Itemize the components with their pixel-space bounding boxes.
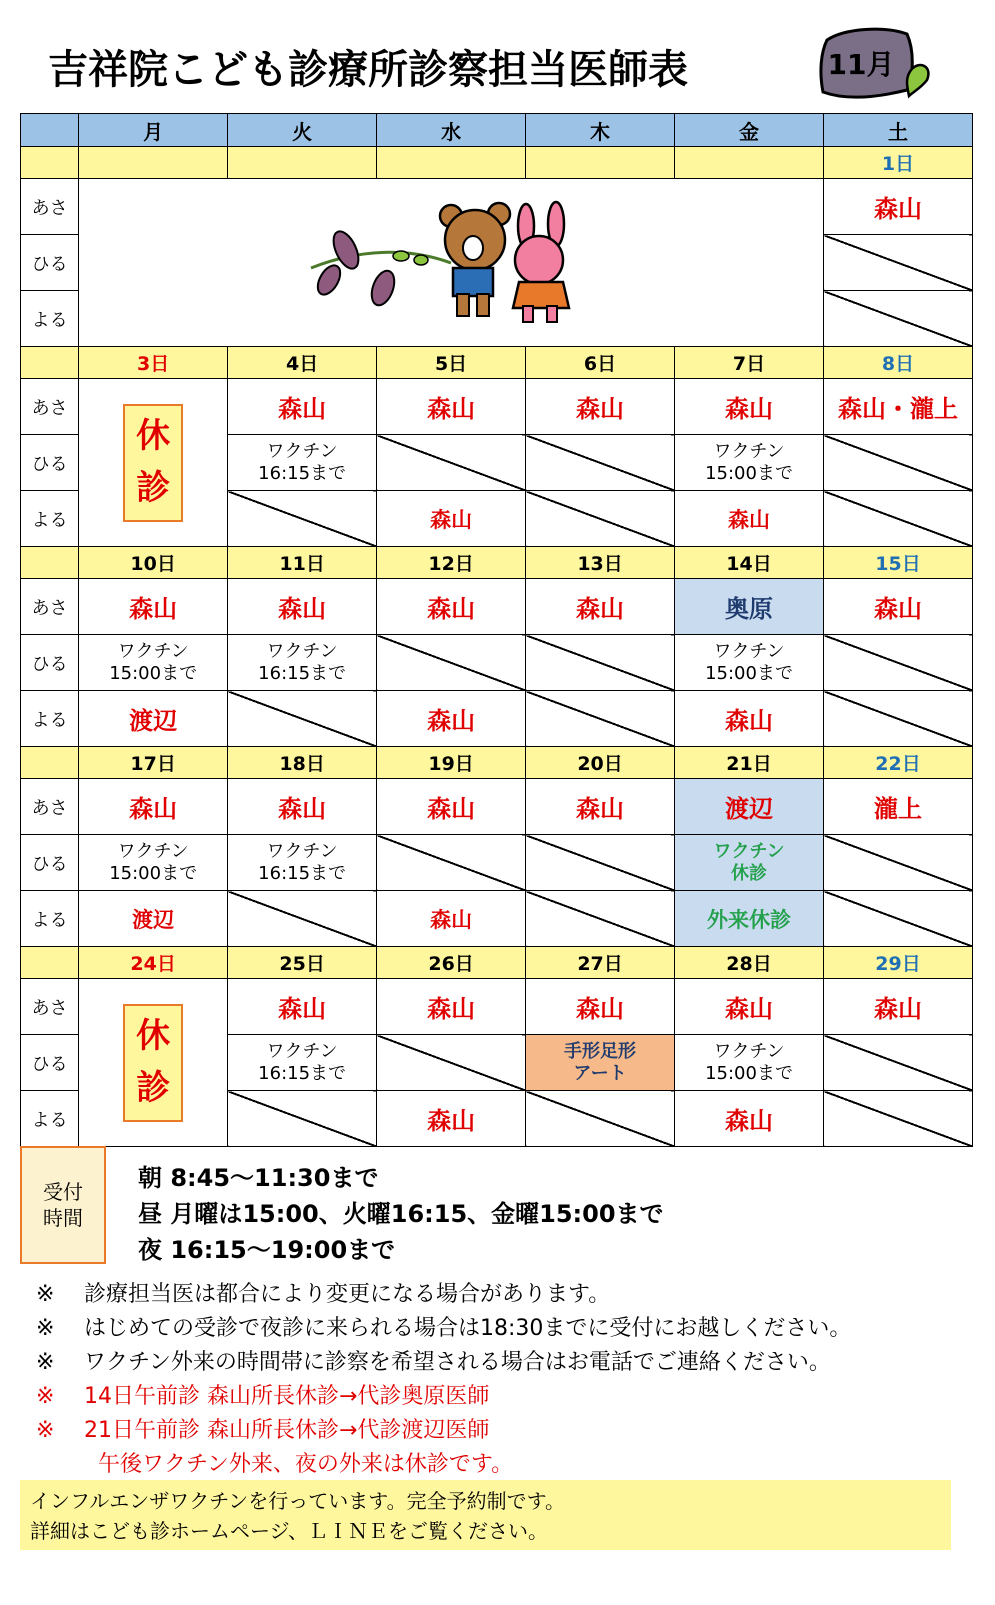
hours-evening: 夜 16:15～19:00まで: [138, 1236, 396, 1264]
empty-slot: [526, 1091, 675, 1147]
doctor-cell: 森山: [526, 379, 675, 435]
outpatient-closed-cell: 外来休診: [675, 891, 824, 947]
vaccine-cell: ワクチン 16:15まで: [228, 1035, 377, 1091]
doctor-cell: 森山: [675, 691, 824, 747]
month-badge: [815, 22, 935, 102]
doctor-cell: 森山: [377, 691, 526, 747]
date-cell: 5日: [377, 347, 526, 379]
empty-slot: [228, 691, 377, 747]
doctor-cell: 森山: [526, 779, 675, 835]
slot-label: ひる: [21, 835, 79, 891]
slot-row: [21, 979, 973, 1035]
empty-slot: [526, 491, 675, 547]
empty-slot: [824, 491, 973, 547]
doctor-cell: 森山: [377, 979, 526, 1035]
empty-slot: [377, 435, 526, 491]
date-cell: 12日: [377, 547, 526, 579]
date-cell: 6日: [526, 347, 675, 379]
note-line-continuation: 午後ワクチン外来、夜の外来は休診です。: [98, 1452, 514, 1477]
doctor-cell: 渡辺: [79, 691, 228, 747]
note-line: ※ ワクチン外来の時間帯に診察を希望される場合はお電話でご連絡ください。: [36, 1350, 831, 1375]
closed-badge: 休 診: [123, 1004, 183, 1122]
slot-row: [21, 379, 973, 435]
hours-afternoon: 昼 月曜は15:00、火曜16:15、金曜15:00まで: [138, 1200, 664, 1228]
date-cell: 14日: [675, 547, 824, 579]
slot-label: ひる: [21, 635, 79, 691]
doctor-cell: 森山: [526, 579, 675, 635]
date-cell: 26日: [377, 947, 526, 979]
closed-day-cell: [79, 979, 228, 1147]
date-cell: 4日: [228, 347, 377, 379]
date-cell: 21日: [675, 747, 824, 779]
doctor-cell: 森山: [675, 979, 824, 1035]
weekday-wed: 水: [377, 114, 526, 147]
date-cell: 10日: [79, 547, 228, 579]
date-cell: 17日: [79, 747, 228, 779]
empty-slot: [824, 635, 973, 691]
slot-label: あさ: [21, 979, 79, 1035]
doctor-cell: 森山: [228, 779, 377, 835]
empty-slot: [526, 891, 675, 947]
date-cell: 28日: [675, 947, 824, 979]
note-line-important: ※ 21日午前診 森山所長休診→代診渡辺医師: [36, 1418, 490, 1443]
vaccine-cell: ワクチン 15:00まで: [675, 435, 824, 491]
doctor-cell: 森山: [824, 979, 973, 1035]
empty-slot: [526, 835, 675, 891]
month-badge-graphic: [815, 22, 935, 102]
doctor-cell: 森山: [377, 379, 526, 435]
slot-row: [21, 579, 973, 635]
doctor-cell: 森山・瀧上: [824, 379, 973, 435]
date-cell: 25日: [228, 947, 377, 979]
vaccine-cell: ワクチン 15:00まで: [79, 835, 228, 891]
date-cell: 18日: [228, 747, 377, 779]
note-line: ※ はじめての受診で夜診に来られる場合は18:30までに受付にお越しください。: [36, 1316, 852, 1341]
slot-label: よる: [21, 891, 79, 947]
date-cell: 15日: [824, 547, 973, 579]
substitute-doctor-cell: 渡辺: [675, 779, 824, 835]
vaccine-cell: ワクチン 16:15まで: [228, 435, 377, 491]
date-cell: 7日: [675, 347, 824, 379]
art-event-cell: 手形足形 アート: [526, 1035, 675, 1091]
slot-row: [21, 179, 973, 235]
weekday-mon: 月: [79, 114, 228, 147]
vaccine-cell: ワクチン 15:00まで: [79, 635, 228, 691]
empty-slot: [377, 835, 526, 891]
vaccine-cell: ワクチン 15:00まで: [675, 1035, 824, 1091]
empty-slot: [526, 435, 675, 491]
weekday-thu: 木: [526, 114, 675, 147]
vaccine-cell: ワクチン 16:15まで: [228, 635, 377, 691]
notes: [36, 1278, 851, 1482]
slot-label: よる: [21, 1091, 79, 1147]
empty-slot: [377, 1035, 526, 1091]
date-cell: 1日: [824, 147, 973, 179]
illustration-cell: [79, 179, 824, 347]
note-line-important: ※ 14日午前診 森山所長休診→代診奥原医師: [36, 1384, 490, 1409]
empty-slot: [228, 491, 377, 547]
info-banner: [20, 1480, 951, 1550]
doctor-cell: 森山: [79, 779, 228, 835]
weekday-tue: 火: [228, 114, 377, 147]
month-label: 11月: [827, 48, 895, 81]
slot-row: [21, 891, 973, 947]
closed-day-cell: [79, 379, 228, 547]
date-cell: 8日: [824, 347, 973, 379]
corner-cell: [21, 114, 79, 147]
doctor-cell: 森山: [824, 579, 973, 635]
page-title: 吉祥院こども診療所診察担当医師表: [48, 47, 688, 93]
empty-slot: [228, 1091, 377, 1147]
slot-label: よる: [21, 491, 79, 547]
slot-row: [21, 835, 973, 891]
slot-label: ひる: [21, 1035, 79, 1091]
bear-rabbit-illustration: [301, 188, 601, 338]
date-cell: 20日: [526, 747, 675, 779]
weekday-fri: 金: [675, 114, 824, 147]
banner-line: インフルエンザワクチンを行っています。完全予約制です。: [30, 1489, 565, 1513]
doctor-cell: 森山: [377, 1091, 526, 1147]
date-cell: 24日: [79, 947, 228, 979]
vaccine-closed-cell: ワクチン 休診: [675, 835, 824, 891]
doctor-cell: 森山: [228, 579, 377, 635]
empty-slot: [526, 635, 675, 691]
banner-line: 詳細はこども診ホームページ、ＬＩＮＥをご覧ください。: [30, 1519, 548, 1543]
slot-label: あさ: [21, 579, 79, 635]
date-row-week4: [21, 947, 973, 979]
date-cell: 27日: [526, 947, 675, 979]
weekday-header-row: [21, 114, 973, 147]
date-cell: 3日: [79, 347, 228, 379]
doctor-cell: 森山: [377, 579, 526, 635]
date-row-week3: [21, 747, 973, 779]
slot-row: [21, 779, 973, 835]
doctor-cell: 森山: [79, 579, 228, 635]
slot-row: [21, 635, 973, 691]
hours-morning: 朝 8:45～11:30まで: [138, 1164, 379, 1192]
date-cell: 29日: [824, 947, 973, 979]
reception-hours-label: 受付 時間: [20, 1146, 106, 1264]
schedule-table: [20, 113, 973, 1147]
date-row-week2: [21, 547, 973, 579]
reception-hours: [138, 1160, 664, 1268]
doctor-cell: 森山: [377, 779, 526, 835]
empty-slot: [377, 635, 526, 691]
doctor-cell: 森山: [228, 979, 377, 1035]
slot-label: ひる: [21, 435, 79, 491]
empty-slot: [228, 891, 377, 947]
slot-label: あさ: [21, 179, 79, 235]
date-cell: 13日: [526, 547, 675, 579]
doctor-cell: 森山: [377, 891, 526, 947]
empty-slot: [824, 891, 973, 947]
weekday-sat: 土: [824, 114, 973, 147]
empty-slot: [824, 435, 973, 491]
date-cell: 22日: [824, 747, 973, 779]
note-line: ※ 診療担当医は都合により変更になる場合があります。: [36, 1282, 611, 1307]
empty-slot: [824, 691, 973, 747]
substitute-doctor-cell: 奥原: [675, 579, 824, 635]
empty-slot: [824, 235, 973, 291]
empty-slot: [824, 291, 973, 347]
empty-slot: [824, 835, 973, 891]
empty-slot: [526, 691, 675, 747]
slot-label: よる: [21, 291, 79, 347]
empty-slot: [824, 1091, 973, 1147]
doctor-cell: 森山: [824, 179, 973, 235]
slot-row: [21, 691, 973, 747]
doctor-cell: 森山: [675, 1091, 824, 1147]
closed-badge: 休 診: [123, 404, 183, 522]
date-cell: 19日: [377, 747, 526, 779]
doctor-cell: 瀧上: [824, 779, 973, 835]
doctor-cell: 森山: [675, 379, 824, 435]
vaccine-cell: ワクチン 16:15まで: [228, 835, 377, 891]
doctor-cell: 森山: [377, 491, 526, 547]
doctor-cell: 森山: [526, 979, 675, 1035]
doctor-cell: 森山: [675, 491, 824, 547]
slot-label: あさ: [21, 779, 79, 835]
vaccine-cell: ワクチン 15:00まで: [675, 635, 824, 691]
doctor-cell: 森山: [228, 379, 377, 435]
slot-label: ひる: [21, 235, 79, 291]
date-row-week1: [21, 347, 973, 379]
date-cell: 11日: [228, 547, 377, 579]
date-row-week0: [21, 147, 973, 179]
doctor-cell: 渡辺: [79, 891, 228, 947]
slot-label: よる: [21, 691, 79, 747]
empty-slot: [824, 1035, 973, 1091]
slot-label: あさ: [21, 379, 79, 435]
